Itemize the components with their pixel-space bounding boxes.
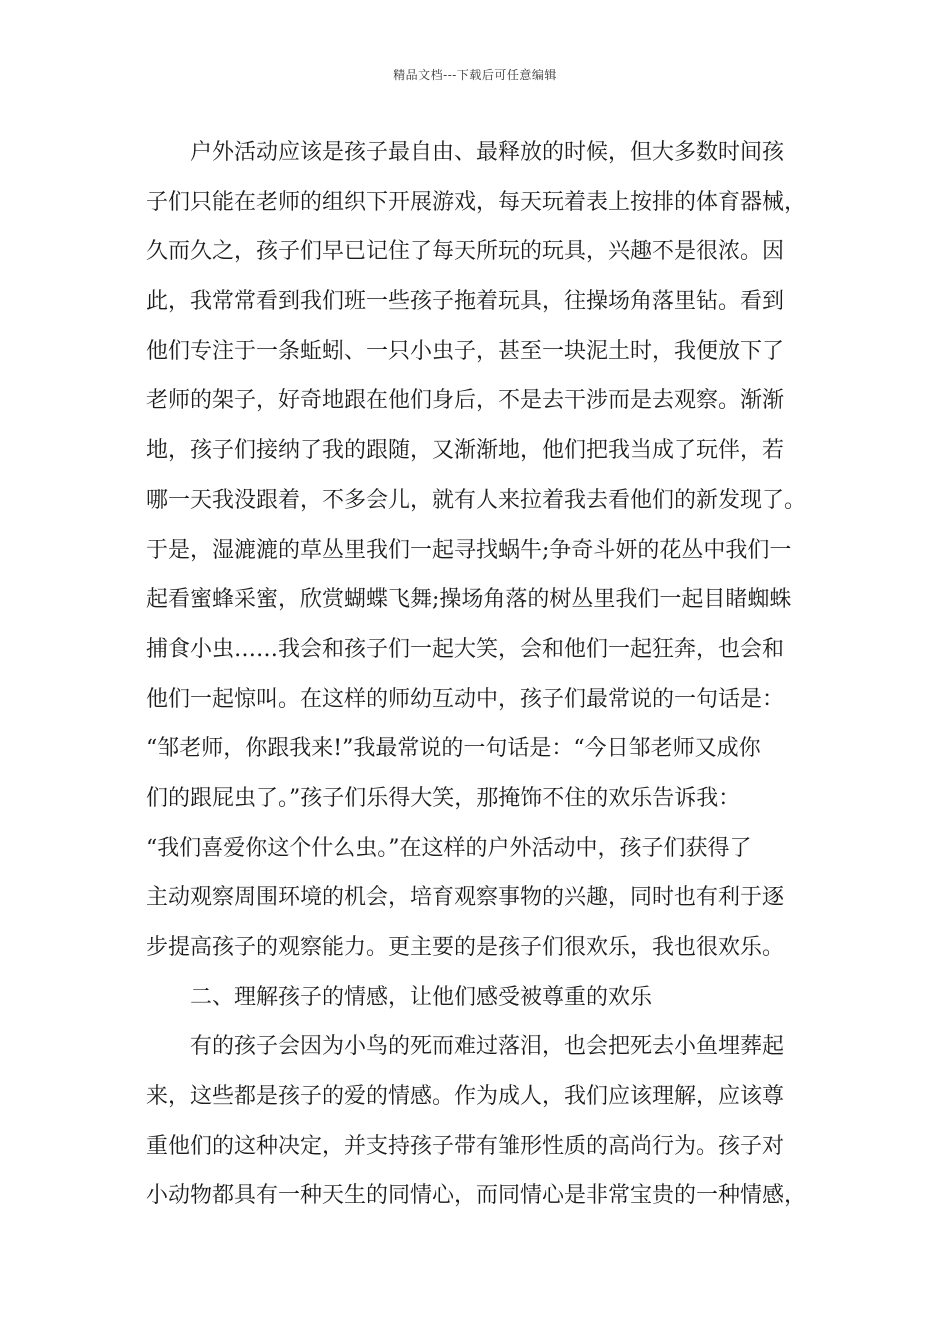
paragraph-2-line: 有的孩子会因为小鸟的死而难过落泪，也会把死去小鱼埋葬起 bbox=[190, 1034, 785, 1060]
paragraph-1-line: 于是，湿漉漉的草丛里我们一起寻找蜗牛;争奇斗妍的花丛中我们一 bbox=[146, 537, 792, 563]
paragraph-1-line: “邹老师，你跟我来!”我最常说的一句话是：“今日邹老师又成你 bbox=[146, 736, 761, 762]
paragraph-1-line: 户外活动应该是孩子最自由、最释放的时候，但大多数时间孩 bbox=[190, 140, 785, 165]
paragraph-1-line: 他们一起惊叫。在这样的师幼互动中，孩子们最常说的一句话是： bbox=[146, 686, 785, 712]
body-text bbox=[146, 128, 826, 1221]
paragraph-1-line: 们的跟屁虫了。”孩子们乐得大笑，那掩饰不住的欢乐告诉我： bbox=[146, 785, 741, 811]
paragraph-1-line: 捕食小虫……我会和孩子们一起大笑，会和他们一起狂奔，也会和 bbox=[146, 636, 785, 662]
paragraph-1-line: 久而久之，孩子们早已记住了每天所玩的玩具，兴趣不是很浓。因 bbox=[146, 239, 785, 265]
paragraph-1-line: 步提高孩子的观察能力。更主要的是孩子们很欢乐，我也很欢乐。 bbox=[146, 935, 785, 960]
section-heading: 二、理解孩子的情感，让他们感受被尊重的欢乐 bbox=[190, 984, 653, 1010]
paragraph-2-line: 小动物都具有一种天生的同情心，而同情心是非常宝贵的一种情感， bbox=[146, 1183, 807, 1209]
paragraph-1-line: 哪一天我没跟着，不多会儿，就有人来拉着我去看他们的新发现了。 bbox=[146, 487, 807, 513]
paragraph-1-line: 起看蜜蜂采蜜，欣赏蝴蝶飞舞;操场角落的树丛里我们一起目睹蜘蛛 bbox=[146, 587, 792, 613]
page-header: 精品文档---下载后可任意编辑 bbox=[393, 68, 557, 82]
paragraph-1-line: 地，孩子们接纳了我的跟随，又渐渐地，他们把我当成了玩伴，若 bbox=[146, 438, 785, 464]
paragraph-2-line: 重他们的这种决定，并支持孩子带有雏形性质的高尚行为。孩子对 bbox=[146, 1133, 785, 1159]
paragraph-1-line: 主动观察周围环境的机会，培育观察事物的兴趣，同时也有利于逐 bbox=[146, 885, 785, 911]
paragraph-1-line: 老师的架子，好奇地跟在他们身后，不是去干涉而是去观察。渐渐 bbox=[146, 388, 785, 414]
paragraph-1-line: 此，我常常看到我们班一些孩子拖着玩具，往操场角落里钻。看到 bbox=[146, 289, 785, 315]
paragraph-1-line: “我们喜爱你这个什么虫。”在这样的户外活动中，孩子们获得了 bbox=[146, 835, 752, 861]
paragraph-1-line: 他们专注于一条蚯蚓、一只小虫子，甚至一块泥土时，我便放下了 bbox=[146, 338, 785, 364]
paragraph-1-line: 子们只能在老师的组织下开展游戏，每天玩着表上按排的体育器械， bbox=[146, 189, 807, 215]
paragraph-2-line: 来，这些都是孩子的爱的情感。作为成人，我们应该理解，应该尊 bbox=[146, 1084, 785, 1110]
